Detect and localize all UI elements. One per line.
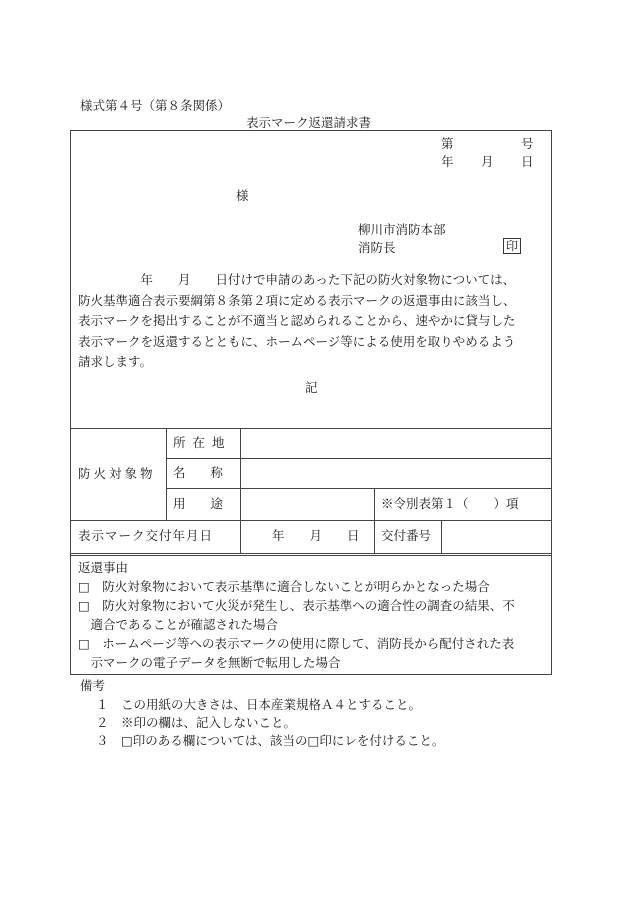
paragraph-line: 表示マークを返還するとともに、ホームページ等による使用を取りやめるよう: [78, 333, 516, 349]
table-bottom-rule-double: [70, 555, 552, 556]
note-item: １ この用紙の大きさは、日本産業規格Ａ４とすること。: [96, 697, 422, 712]
table-bottom-rule: [70, 553, 552, 554]
notes-title: 備考: [80, 678, 106, 693]
paragraph-line: 表示マークを掲出することが不適当と認められることから、速やかに貸与した: [78, 313, 516, 328]
use-label: 用途: [173, 496, 249, 511]
addressee-honorific: 様: [236, 188, 249, 203]
table-row-rule: [166, 488, 552, 489]
form-title: 表示マーク返還請求書: [246, 115, 372, 130]
fire-target-label: 防火対象物: [78, 466, 156, 481]
form-label: 様式第４号（第８条関係）: [80, 98, 231, 113]
date-day-label: 日: [521, 154, 534, 169]
note-item: ３ □印のある欄については、該当の□印にレを付けること。: [96, 733, 445, 748]
issue-date-value: 年 月 日: [272, 528, 360, 543]
sender-title: 消防長: [358, 240, 396, 255]
reasons-title: 返還事由: [78, 560, 129, 575]
table-col-rule: [240, 428, 241, 553]
note-item: ２ ※印の欄は、記入しないこと。: [96, 715, 297, 730]
address-label: 所在地: [173, 435, 232, 450]
ki-heading: 記: [305, 380, 318, 395]
use-classification-note: ※令別表第１（ ）項: [381, 496, 519, 511]
table-row-rule: [70, 520, 552, 521]
table-row-rule: [166, 458, 552, 459]
table-col-rule: [166, 428, 167, 520]
reason-item: □ ホームページ等への表示マークの使用に際して、消防長から配付された表 示マークの電子データを無断で転用した場合: [78, 636, 515, 670]
paragraph-line: 年 月 日付けで申請のあった下記の防火対象物については、: [78, 272, 516, 287]
issue-date-label: 表示マーク交付年月日: [78, 528, 214, 543]
paragraph-line: 防火基準適合表示要綱第８条第２項に定める表示マークの返還事由に該当し、: [78, 292, 516, 308]
issue-number-label: 交付番号: [381, 528, 432, 543]
date-month-label: 月: [481, 154, 494, 169]
table-top-rule: [70, 428, 552, 429]
sender-organization: 柳川市消防本部: [358, 222, 446, 237]
table-col-rule: [374, 488, 375, 553]
request-paragraph: [78, 270, 548, 373]
reason-item: □ 防火対象物において表示基準に適合しないことが明らかとなった場合: [78, 579, 490, 594]
table-col-rule: [441, 520, 442, 553]
seal-mark: 印: [503, 238, 521, 254]
date-year-label: 年: [441, 154, 454, 169]
name-label: 名称: [173, 465, 249, 480]
notes-list: [96, 696, 444, 750]
number-prefix: 第: [441, 136, 454, 151]
reason-item: □ 防火対象物において火災が発生し、表示基準への適合性の調査の結果、不 適合であることが確認された場合: [78, 598, 515, 632]
number-suffix: 号: [521, 136, 534, 151]
paragraph-line: 請求します。: [78, 354, 153, 369]
